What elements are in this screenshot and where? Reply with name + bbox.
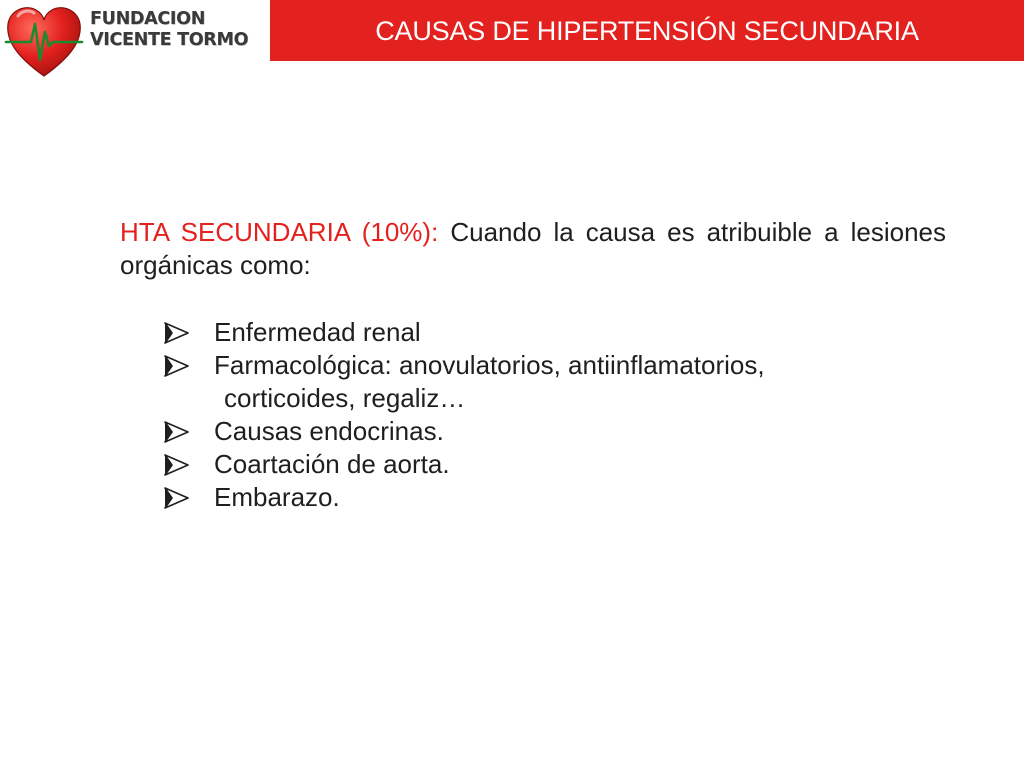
arrow-bullet-icon — [164, 322, 190, 344]
list-item — [164, 481, 946, 514]
list-item — [164, 316, 946, 349]
intro-paragraph — [120, 216, 946, 282]
list-item — [164, 415, 946, 448]
list-item — [164, 448, 946, 481]
logo-line-2: VICENTE TORMO — [90, 30, 249, 50]
list-item-text: Coartación de aorta. — [214, 449, 450, 479]
arrow-bullet-icon — [164, 454, 190, 476]
logo-line-1: FUNDACION — [90, 9, 206, 29]
slide-body — [120, 216, 946, 514]
list-item — [164, 349, 946, 415]
logo — [4, 2, 266, 80]
logo-wordmark — [90, 9, 248, 51]
list-item-text: Farmacológica: anovulatorios, antiinflamatorios, — [214, 350, 765, 380]
list-item-text: Causas endocrinas. — [214, 416, 444, 446]
list-item-text: Enfermedad renal — [214, 317, 421, 347]
intro-lead: HTA SECUNDARIA (10%): — [120, 217, 439, 247]
page-title: CAUSAS DE HIPERTENSIÓN SECUNDARIA — [375, 16, 919, 46]
intro-text: Cuando la causa es atribuible a lesiones orgánicas como: — [120, 217, 947, 280]
heart-ecg-icon — [4, 2, 84, 80]
list-item-text: Embarazo. — [214, 482, 340, 512]
causes-list — [120, 316, 946, 514]
arrow-bullet-icon — [164, 421, 190, 443]
arrow-bullet-icon — [164, 355, 190, 377]
title-banner — [270, 0, 1024, 61]
arrow-bullet-icon — [164, 487, 190, 509]
list-item-continuation: corticoides, regaliz… — [224, 383, 466, 413]
